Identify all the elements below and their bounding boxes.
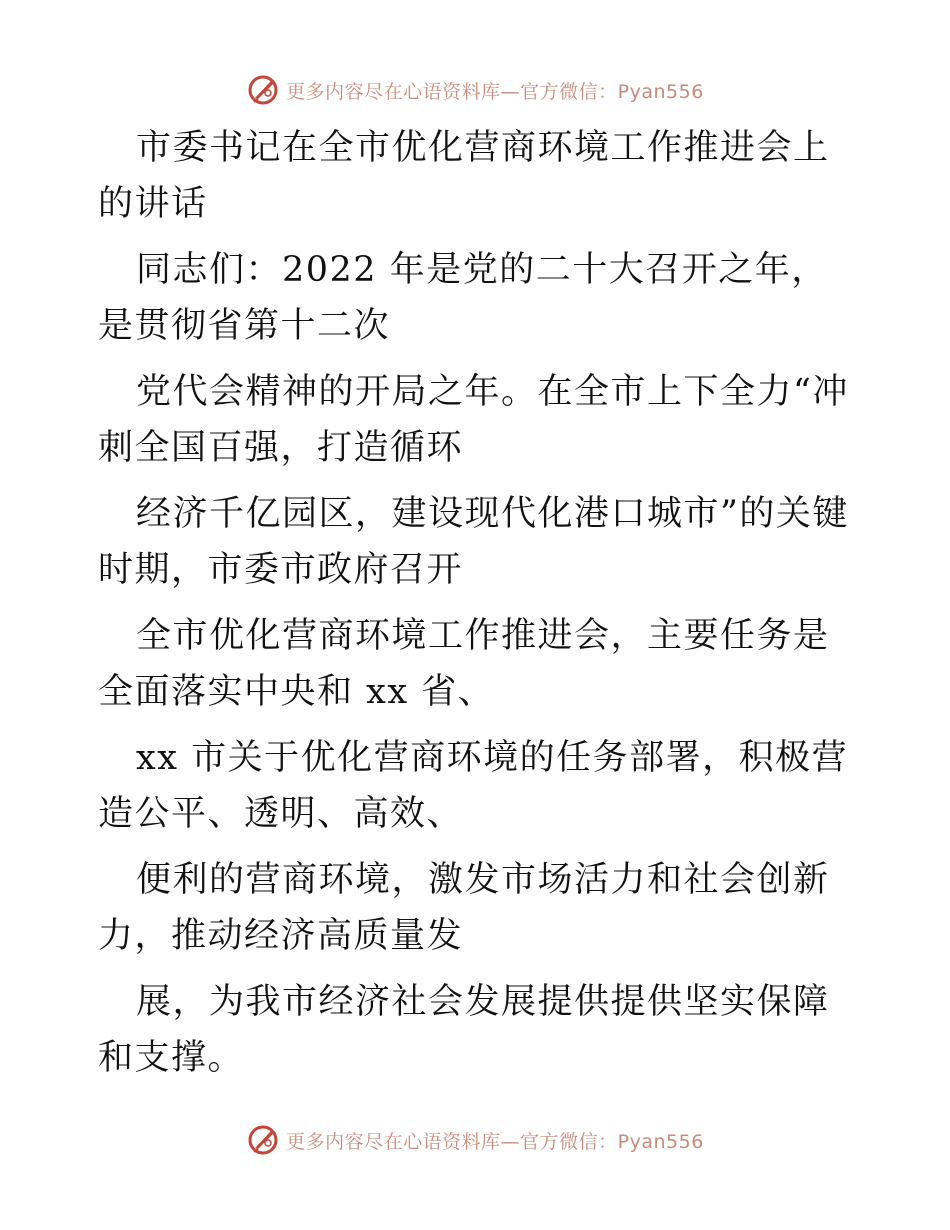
paragraph: 全市优化营商环境工作推进会，主要任务是全面落实中央和 xx 省、 bbox=[98, 616, 830, 712]
watermark-text: 更多内容尽在心语资料库—官方微信：Pyan556 bbox=[286, 80, 704, 103]
header-watermark bbox=[0, 70, 950, 110]
paragraph: 展，为我市经济社会发展提供提供坚实保障和支撑。 bbox=[98, 982, 830, 1078]
document-body bbox=[98, 120, 858, 1086]
paragraph: 同志们：2022 年是党的二十大召开之年，是贯彻省第十二次 bbox=[98, 250, 828, 346]
paragraph: xx 市关于优化营商环境的任务部署，积极营造公平、透明、高效、 bbox=[98, 738, 849, 834]
footer-watermark bbox=[0, 1120, 950, 1160]
watermark-text: 更多内容尽在心语资料库—官方微信：Pyan556 bbox=[286, 1130, 704, 1153]
paragraph: 经济千亿园区，建设现代化港口城市”的关键时期，市委市政府召开 bbox=[98, 494, 849, 590]
quill-pen-logo-icon bbox=[246, 73, 280, 107]
document-title: 市委书记在全市优化营商环境工作推进会上的讲话 bbox=[98, 128, 830, 224]
quill-pen-logo-icon bbox=[246, 1123, 280, 1157]
paragraph: 党代会精神的开局之年。在全市上下全力“冲刺全国百强，打造循环 bbox=[98, 372, 849, 468]
paragraph: 便利的营商环境，激发市场活力和社会创新力，推动经济高质量发 bbox=[98, 860, 830, 956]
